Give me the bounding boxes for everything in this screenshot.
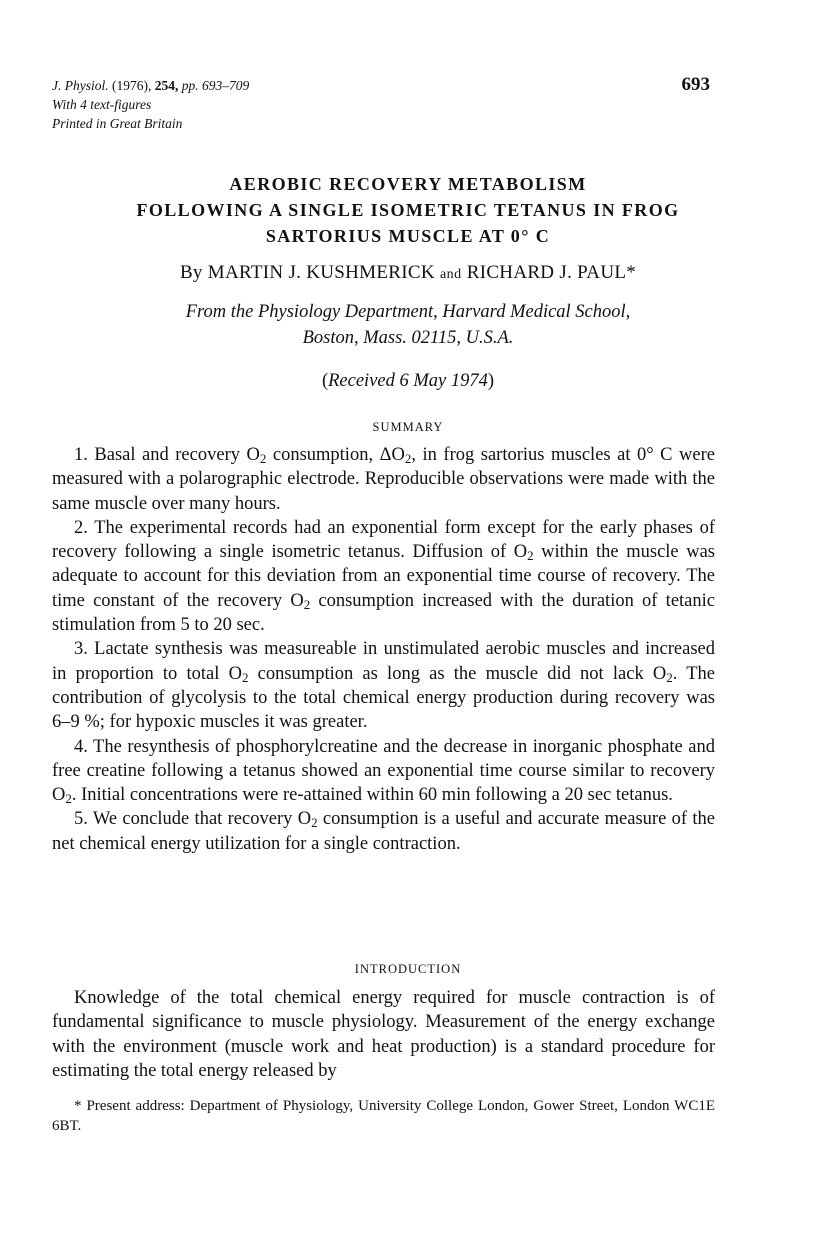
- journal-pages: pp. 693–709: [181, 78, 250, 93]
- journal-volume: 254,: [154, 78, 179, 93]
- title-line-1: AEROBIC RECOVERY METABOLISM: [229, 174, 587, 194]
- page-number: 693: [681, 74, 710, 95]
- title-line-3: SARTORIUS MUSCLE AT 0° C: [265, 226, 551, 246]
- summary-paragraph-3: 3. Lactate synthesis was measureable in unstimulated aerobic muscles and increased in proportion to total $O_2$ consumption as long as the muscle did not lack $O_2$. The contribution of glycolysis to the total chemical energy production during recovery was 6–9 %; for hypoxic muscles it was greater.: [52, 639, 716, 733]
- author-2: RICHARD J. PAUL*: [466, 262, 637, 283]
- affiliation: [40, 299, 776, 351]
- received-text: Received 6 May 1974: [328, 371, 488, 391]
- and-label: and: [439, 267, 462, 282]
- introduction-heading: INTRODUCTION: [354, 962, 462, 976]
- figures-note: With 4 text-figures: [52, 97, 152, 112]
- affiliation-line-2: Boston, Mass. 02115, U.S.A.: [302, 328, 514, 348]
- summary-heading: SUMMARY: [372, 420, 444, 434]
- footnote-text: * Present address: Department of Physiology, University College London, Gower Street, London WC1E 6BT.: [52, 1098, 715, 1134]
- printed-note: Printed in Great Britain: [52, 116, 183, 131]
- received-open: (: [321, 371, 329, 391]
- introduction-paragraph: Knowledge of the total chemical energy required for muscle contraction is of fundamental significance to muscle physiology. Measurement of the energy exchange with the environment (muscle work and heat production) is a standard procedure for estimating the total energy released by: [52, 988, 715, 1081]
- summary-paragraph-1: 1. Basal and recovery $O_2$ consumption, $\Delta O_2$, in frog sartorius muscles at 0° C were measured with a polarographic electrode. Reproducible observations were made with the same muscle over many hours.: [52, 445, 715, 514]
- received-close: ): [487, 371, 495, 391]
- summary-paragraph-4: 4. The resynthesis of phosphorylcreatine and the decrease in inorganic phosphate and free creatine following a tetanus showed an exponential time course similar to recovery $O_2$. Initial concentrations were re-attained within 60 min following a 20 sec tetanus.: [52, 736, 715, 807]
- journal-name: J. Physiol.: [52, 78, 109, 93]
- journal-header: [52, 76, 249, 133]
- journal-year: (1976),: [112, 78, 152, 93]
- by-label: By: [179, 262, 203, 283]
- introduction-body: [52, 986, 715, 1083]
- received-date: [40, 371, 776, 392]
- author-1: MARTIN J. KUSHMERICK: [207, 262, 435, 283]
- paper-title: [40, 171, 776, 249]
- summary-paragraph-5: 5. We conclude that recovery $O_2$ consumption is a useful and accurate measure of the net chemical energy utilization for a single contraction.: [52, 809, 716, 854]
- summary-body: [52, 443, 715, 856]
- title-line-2: FOLLOWING A SINGLE ISOMETRIC TETANUS IN FROG: [136, 200, 680, 220]
- citation-line: [52, 76, 249, 95]
- author-line: [40, 262, 776, 284]
- summary-paragraph-2: 2. The experimental records had an exponential form except for the early phases of recovery following a single isometric tetanus. Diffusion of $O_2$ within the muscle was adequate to account for this deviation from an exponential time course of recovery. The time constant of the recovery $O_2$ consumption increased with the duration of tetanic stimulation from 5 to 20 sec.: [52, 517, 716, 636]
- footnote: [52, 1096, 715, 1136]
- affiliation-line-1: From the Physiology Department, Harvard Medical School,: [185, 302, 631, 322]
